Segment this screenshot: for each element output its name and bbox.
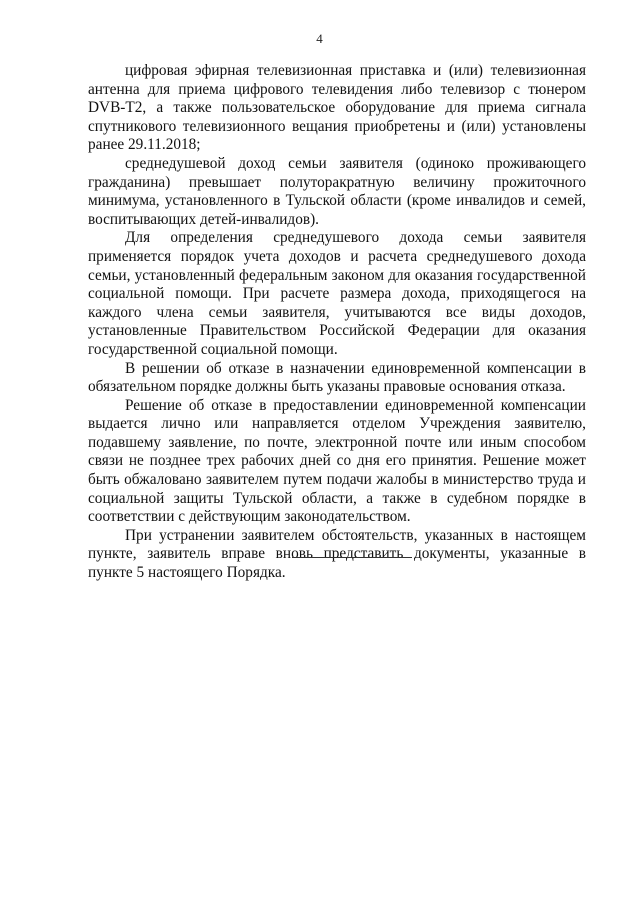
page-number: 4 — [316, 31, 323, 46]
paragraph-income-calculation: Для определения среднедушевого дохода семьи заявителя применяется порядок учета доходов и расчета среднедушевого дохода семьи, установленный федеральным законом для оказания государственной социальной помощи. При расчете размера дохода, приходящегося на каждого члена семьи заявителя, учитываются все виды доходов, установленные Правительством Российской Федерации для оказания государственной социальной помощи. — [88, 229, 586, 358]
paragraph-refusal-grounds: В решении об отказе в назначении единовременной компенсации в обязательном порядке должны быть указаны правовые основания отказа. — [88, 359, 586, 396]
paragraph-resubmission: При устранении заявителем обстоятельств, указанных в настоящем пункте, заявитель вправе вновь представить документы, указанные в пункте 5 настоящего Порядка. — [88, 526, 586, 582]
paragraph-equipment: цифровая эфирная телевизионная приставка и (или) телевизионная антенна для приема цифрового телевидения либо телевизор с тюнером DVB-T2, а также пользовательское оборудование для приема сигнала спутникового телевизионного вещания приобретены и (или) установлены ранее 29.11.2018; — [88, 62, 586, 154]
document-body — [88, 62, 586, 583]
paragraph-income-limit: среднедушевой доход семьи заявителя (одиноко проживающего гражданина) превышает полуторакратную величину прожиточного минимума, установленного в Тульской области (кроме инвалидов и семей, воспитывающих детей-инвалидов). — [88, 154, 586, 228]
paragraph-refusal-delivery: Решение об отказе в предоставлении единовременной компенсации выдается лично или направляется отделом Учреждения заявителю, подавшему заявление, по почте, электронной почте или иным способом связи не позднее трех рабочих дней со дня его принятия. Решение может быть обжаловано заявителем путем подачи жалобы в министерство труда и социальной защиты Тульской области, а также в судебном порядке в соответствии с действующим законодательством. — [88, 396, 586, 526]
end-separator-line — [292, 557, 412, 558]
